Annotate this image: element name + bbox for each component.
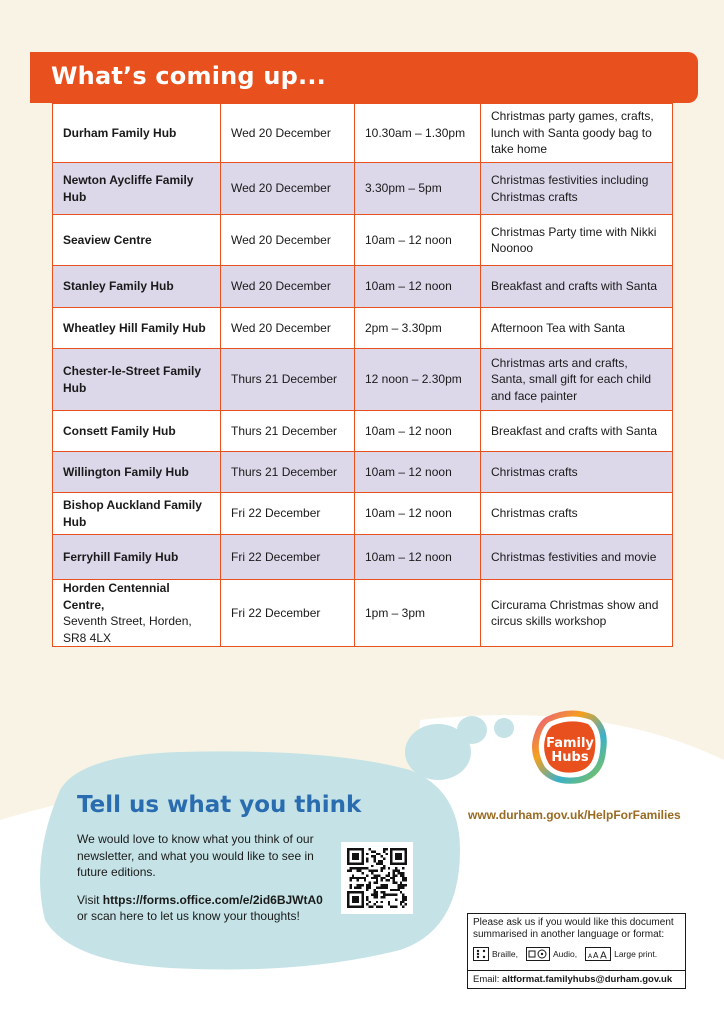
event-row xyxy=(53,452,673,493)
venue-name: Ferryhill Family Hub xyxy=(63,549,179,564)
section-title: What’s coming up... xyxy=(51,62,326,90)
alt-format-text: Please ask us if you would like this document summarised in another language or format: xyxy=(473,917,674,940)
section-banner xyxy=(30,52,698,103)
audio-icon xyxy=(526,947,550,961)
event-time: 10am – 12 noon xyxy=(355,215,481,266)
event-row xyxy=(53,411,673,452)
venue-name: Consett Family Hub xyxy=(63,423,176,438)
large-print-label: Large print. xyxy=(614,949,658,959)
event-time: 3.30pm – 5pm xyxy=(355,163,481,215)
event-row xyxy=(53,215,673,266)
event-date: Thurs 21 December xyxy=(221,452,355,493)
event-row xyxy=(53,163,673,215)
event-row xyxy=(53,535,673,580)
visit-suffix: or scan here to let us know your thoughts! xyxy=(77,909,300,923)
event-time: 10am – 12 noon xyxy=(355,493,481,535)
event-date: Wed 20 December xyxy=(221,163,355,215)
event-time: 1pm – 3pm xyxy=(355,580,481,647)
events-table xyxy=(52,103,673,647)
event-date: Fri 22 December xyxy=(221,580,355,647)
venue-name: Stanley Family Hub xyxy=(63,279,174,294)
event-time: 12 noon – 2.30pm xyxy=(355,349,481,411)
event-venue xyxy=(53,452,221,493)
event-activity: Breakfast and crafts with Santa xyxy=(481,411,673,452)
event-time: 10am – 12 noon xyxy=(355,452,481,493)
event-venue xyxy=(53,104,221,163)
event-date: Wed 20 December xyxy=(221,308,355,349)
event-time: 2pm – 3.30pm xyxy=(355,308,481,349)
alt-format-box xyxy=(467,913,686,989)
qr-code[interactable] xyxy=(341,842,413,914)
event-row xyxy=(53,493,673,535)
event-activity: Breakfast and crafts with Santa xyxy=(481,266,673,308)
event-venue xyxy=(53,535,221,580)
event-activity: Christmas crafts xyxy=(481,452,673,493)
event-date: Fri 22 December xyxy=(221,493,355,535)
venue-name: Seaview Centre xyxy=(63,232,152,247)
event-venue xyxy=(53,493,221,535)
venue-name: Newton Aycliffe Family Hub xyxy=(63,173,194,204)
event-venue xyxy=(53,266,221,308)
email-link[interactable]: altformat.familyhubs@durham.gov.uk xyxy=(502,974,673,985)
audio-option xyxy=(526,947,577,961)
audio-label: Audio, xyxy=(552,949,578,959)
venue-address: Seventh Street, Horden, SR8 4LX xyxy=(63,614,192,645)
svg-text:A: A xyxy=(593,951,599,960)
event-venue xyxy=(53,349,221,411)
qr-code-icon xyxy=(347,848,407,908)
event-row xyxy=(53,308,673,349)
venue-name: Durham Family Hub xyxy=(63,125,177,140)
event-date: Thurs 21 December xyxy=(221,349,355,411)
visit-prefix: Visit xyxy=(77,892,103,907)
feedback-link[interactable]: https://forms.office.com/e/2id6BJWtA0 xyxy=(102,892,323,907)
event-row xyxy=(53,349,673,411)
website-link[interactable]: www.durham.gov.uk/HelpForFamilies xyxy=(468,808,681,822)
email-label: Email: xyxy=(473,974,503,985)
event-time: 10.30am – 1.30pm xyxy=(355,104,481,163)
event-time: 10am – 12 noon xyxy=(355,266,481,308)
event-date: Wed 20 December xyxy=(221,104,355,163)
alt-format-email xyxy=(468,970,685,988)
svg-text:A: A xyxy=(600,950,607,961)
event-venue xyxy=(53,580,221,647)
event-activity: Christmas festivities and movie xyxy=(481,535,673,580)
event-venue xyxy=(53,308,221,349)
braille-label: Braille, xyxy=(492,949,518,959)
event-row xyxy=(53,104,673,163)
event-date: Wed 20 December xyxy=(221,266,355,308)
large-print-option xyxy=(585,947,657,961)
event-date: Thurs 21 December xyxy=(221,411,355,452)
svg-text:A: A xyxy=(588,953,593,960)
event-activity: Christmas Party time with Nikki Noonoo xyxy=(481,215,673,266)
family-hubs-logo xyxy=(530,707,610,787)
event-activity: Christmas party games, crafts, lunch with Santa goody bag to take home xyxy=(481,104,673,163)
venue-name: Horden Centennial Centre, xyxy=(63,581,170,612)
feedback-title: Tell us what you think xyxy=(77,792,362,818)
event-date: Wed 20 December xyxy=(221,215,355,266)
event-row xyxy=(53,266,673,308)
event-time: 10am – 12 noon xyxy=(355,411,481,452)
large-print-icon xyxy=(585,947,611,961)
event-activity: Afternoon Tea with Santa xyxy=(481,308,673,349)
event-venue xyxy=(53,215,221,266)
event-activity: Christmas festivities including Christmas crafts xyxy=(481,163,673,215)
venue-name: Wheatley Hill Family Hub xyxy=(63,320,206,335)
event-date: Fri 22 December xyxy=(221,535,355,580)
feedback-body: We would love to know what you think of our newsletter, and what you would like to see in future editions. xyxy=(77,832,314,879)
braille-icon xyxy=(473,947,489,961)
logo-text-line2: Hubs xyxy=(551,750,589,765)
braille-option xyxy=(473,947,518,961)
logo-text-line1: Family xyxy=(546,736,594,751)
venue-name: Bishop Auckland Family Hub xyxy=(63,498,202,529)
venue-name: Willington Family Hub xyxy=(63,464,189,479)
event-venue xyxy=(53,163,221,215)
event-venue xyxy=(53,411,221,452)
feedback-visit xyxy=(77,892,332,925)
venue-name: Chester-le-Street Family Hub xyxy=(63,364,202,395)
event-time: 10am – 12 noon xyxy=(355,535,481,580)
event-activity: Circurama Christmas show and circus skills workshop xyxy=(481,580,673,647)
format-options xyxy=(468,941,685,963)
event-row xyxy=(53,580,673,647)
event-activity: Christmas arts and crafts, Santa, small gift for each child and face painter xyxy=(481,349,673,411)
event-activity: Christmas crafts xyxy=(481,493,673,535)
